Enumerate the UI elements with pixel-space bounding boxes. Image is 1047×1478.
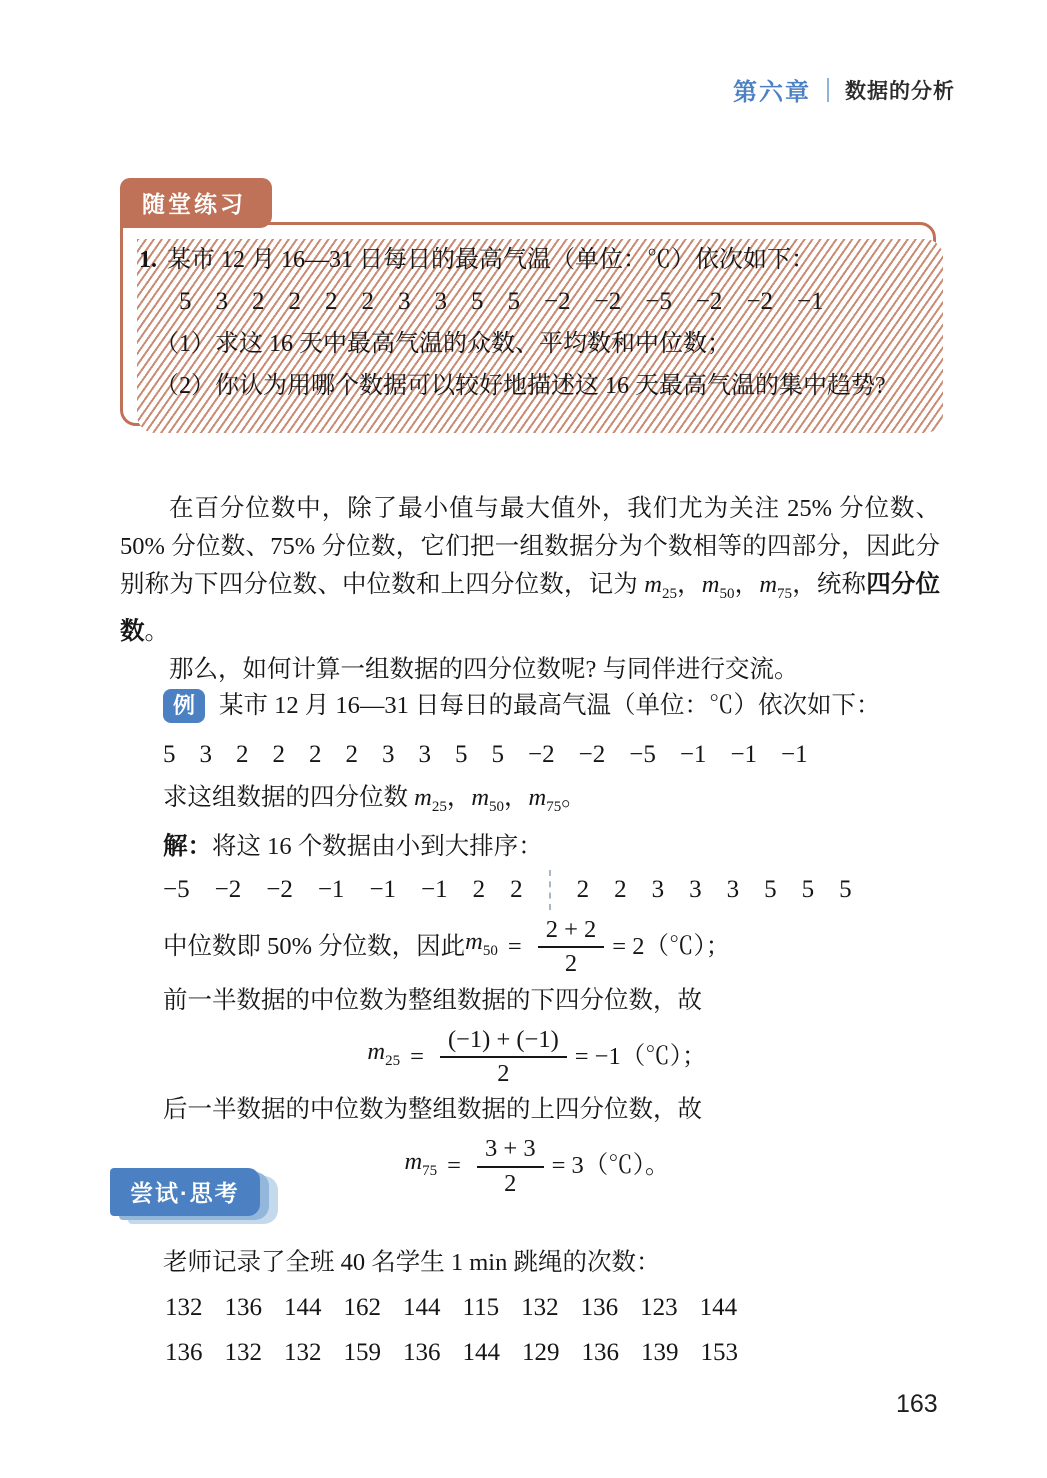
paragraph-text: ，统称	[792, 571, 867, 598]
data-value: 2	[288, 288, 301, 315]
data-value: 144	[284, 1294, 322, 1321]
data-value: 2	[309, 741, 322, 768]
period: 。	[561, 784, 586, 811]
example-task	[163, 778, 911, 827]
data-value: 136	[580, 1294, 619, 1321]
data-value: 5	[491, 741, 504, 768]
data-value: 144	[403, 1294, 441, 1321]
m25-symbol	[367, 1032, 400, 1081]
data-value: 162	[343, 1294, 381, 1321]
practice-item-1	[139, 239, 907, 281]
data-value: 3	[398, 288, 411, 315]
m-base: m	[471, 784, 490, 811]
data-value: −5	[629, 741, 656, 768]
data-value: 132	[224, 1339, 262, 1366]
data-value: 132	[284, 1339, 322, 1366]
m75-symbol	[759, 571, 793, 602]
m-base: m	[528, 784, 547, 811]
m50-subscript: 50	[719, 585, 735, 602]
m50-symbol	[471, 784, 505, 815]
data-value: 159	[343, 1339, 381, 1366]
m-base: m	[367, 1038, 386, 1066]
try-think-section	[110, 1168, 950, 1374]
data-value: 2	[472, 875, 486, 903]
equals-sign: =	[447, 1152, 461, 1180]
m-base: m	[644, 571, 662, 598]
data-value: 3	[418, 741, 431, 768]
question-1: （1）求这 16 天中最高气温的众数、平均数和中位数；	[155, 331, 731, 357]
data-value: 3	[726, 875, 740, 903]
data-value: 136	[165, 1339, 203, 1366]
data-value: −1	[369, 875, 397, 903]
fraction-numerator: 3 + 3	[477, 1134, 544, 1167]
data-value: 5	[507, 288, 520, 315]
data-value: 5	[801, 875, 815, 903]
m75-subscript: 75	[546, 798, 562, 815]
sorted-right-half	[577, 869, 852, 911]
m50-subscript: 50	[482, 943, 498, 960]
data-value: −1	[317, 875, 345, 903]
m25-subscript: 25	[431, 798, 447, 815]
data-value: 2	[510, 875, 523, 903]
discussion-prompt: 那么，如何计算一组数据的四分位数呢? 与同伴进行交流。	[169, 655, 799, 683]
data-value: −5	[645, 288, 672, 315]
data-value: 3	[651, 875, 665, 903]
comma: ，	[676, 571, 702, 598]
data-value: 115	[462, 1294, 500, 1321]
data-value: −2	[746, 288, 774, 315]
m50-symbol	[701, 571, 735, 602]
data-value: 132	[521, 1294, 559, 1321]
m25-equation	[163, 1023, 911, 1091]
data-value: 136	[224, 1294, 262, 1321]
m50-symbol	[465, 922, 498, 971]
fraction	[538, 915, 605, 979]
m25-subscript: 25	[661, 585, 677, 602]
equation-result: = 2（℃）；	[612, 932, 731, 960]
fraction-denominator: 2	[564, 950, 578, 978]
m-base: m	[701, 571, 720, 598]
data-value: 5	[764, 875, 777, 903]
data-value: 3	[215, 288, 228, 315]
data-value: 144	[462, 1339, 500, 1366]
jump-rope-row-1	[165, 1287, 950, 1329]
sorted-left-half	[163, 869, 523, 911]
practice-section	[120, 178, 936, 426]
data-value: 2	[576, 875, 590, 903]
try-think-badge	[110, 1168, 260, 1216]
data-value: 2	[252, 288, 265, 315]
fraction	[440, 1025, 567, 1089]
data-value: 2	[272, 741, 285, 768]
m50-subscript: 50	[489, 798, 505, 815]
item-number: 1.	[139, 247, 157, 273]
data-value: 3	[689, 875, 702, 903]
comma: ，	[446, 784, 472, 811]
try-think-intro: 老师记录了全班 40 名学生 1 min 跳绳的次数：	[163, 1249, 661, 1276]
equals-sign: =	[507, 932, 522, 960]
m-base: m	[759, 571, 778, 598]
try-think-label: 尝试·思考	[110, 1168, 260, 1216]
data-value: −1	[781, 741, 808, 768]
data-value: 2	[345, 741, 358, 768]
upper-quartile-text: 后一半数据的中位数为整组数据的上四分位数，故	[163, 1096, 702, 1124]
equation-result: = 3（℃）。	[551, 1152, 670, 1180]
data-value: 2	[236, 741, 249, 768]
data-value: −2	[594, 288, 622, 315]
data-value: −2	[578, 741, 606, 768]
m75-subscript: 75	[422, 1162, 438, 1179]
data-value: 3	[199, 741, 212, 768]
solution-label: 解：	[163, 832, 212, 860]
chapter-header	[0, 72, 955, 107]
solution-intro-text: 将这 16 个数据由小到大排序：	[212, 832, 543, 860]
data-value: 3	[434, 288, 447, 315]
data-value: 132	[165, 1294, 203, 1321]
data-value: −2	[266, 875, 293, 903]
question-2: （2）你认为用哪个数据可以较好地描述这 16 天最高气温的集中趋势?	[155, 373, 886, 399]
data-value: −2	[544, 288, 571, 315]
data-value: 3	[382, 741, 395, 768]
median-prefix-text: 中位数即 50% 分位数，因此	[163, 932, 466, 960]
m25-subscript: 25	[385, 1053, 401, 1069]
equation-result: = −1（℃）；	[574, 1042, 707, 1070]
quartile-term-bold: 四分位数	[120, 571, 941, 645]
m75-subscript: 75	[777, 585, 793, 602]
data-value: 139	[641, 1339, 679, 1366]
data-value: 5	[455, 741, 468, 768]
m75-symbol	[528, 784, 562, 815]
task-text: 求这组数据的四分位数	[163, 784, 415, 811]
practice-intro-text: 某市 12 月 16—31 日每日的最高气温（单位：℃）依次如下：	[167, 247, 815, 273]
comma: ，	[734, 571, 760, 598]
jump-rope-row-2	[165, 1332, 950, 1374]
data-value: 5	[839, 875, 852, 903]
data-value: 5	[471, 288, 484, 315]
percentile-intro	[120, 490, 940, 689]
m-base: m	[414, 784, 432, 811]
fraction-numerator: 2 + 2	[538, 915, 605, 948]
chapter-label: 第六章	[733, 79, 811, 106]
page-number: 163	[896, 1390, 938, 1418]
fraction-numerator: (−1) + (−1)	[440, 1025, 567, 1058]
chapter-title: 数据的分析	[845, 79, 955, 103]
comma: ，	[504, 784, 529, 811]
data-value: −1	[797, 288, 824, 315]
data-value: 5	[179, 288, 192, 315]
solution-line	[163, 827, 911, 867]
m25-symbol	[644, 571, 677, 602]
data-value: −2	[695, 288, 723, 315]
data-value: −2	[214, 875, 242, 903]
data-value: 123	[640, 1294, 678, 1321]
data-value: 129	[522, 1339, 560, 1366]
data-value: −1	[679, 741, 707, 768]
data-value: −2	[528, 741, 555, 768]
fraction-denominator: 2	[504, 1169, 517, 1197]
data-value: 136	[403, 1339, 441, 1366]
data-value: −1	[421, 875, 448, 903]
data-value: 2	[614, 875, 627, 903]
example-intro-text: 某市 12 月 16—31 日每日的最高气温（单位：℃）依次如下：	[219, 692, 881, 719]
example-header	[163, 686, 911, 726]
practice-tab: 随堂练习	[120, 178, 272, 228]
m-base: m	[465, 928, 483, 956]
period: 。	[144, 617, 169, 645]
example-badge: 例	[163, 689, 205, 724]
data-value: −5	[163, 875, 190, 903]
data-value: 2	[361, 288, 374, 315]
temperature-data-row	[139, 281, 907, 323]
equals-sign: =	[410, 1042, 424, 1070]
data-value: 2	[325, 288, 338, 315]
practice-box	[120, 222, 936, 426]
data-value: 144	[699, 1294, 738, 1321]
sorted-data-row	[163, 869, 911, 911]
example-section	[163, 686, 911, 1200]
data-value: −1	[730, 741, 758, 768]
header-divider	[827, 78, 829, 102]
m25-symbol	[414, 784, 447, 815]
example-data-row	[163, 734, 911, 776]
median-equation-line	[163, 913, 911, 981]
paragraph-quartiles	[120, 490, 940, 651]
data-value: 136	[581, 1339, 619, 1366]
paragraph-text: 在百分位数中，除了最小值与最大值外，我们尤为关注 25% 分位数、50% 分位数、75% 分位数，它们把一组数据分为个数相等的四部分，因此分别称为下四分位数、中位数和上四分位数，记为	[120, 495, 940, 598]
data-value: 5	[163, 741, 176, 768]
lower-quartile-text: 前一半数据的中位数为整组数据的下四分位数，故	[163, 986, 702, 1014]
median-divider-line	[549, 870, 551, 910]
data-value: 153	[700, 1339, 738, 1366]
fraction-denominator: 2	[497, 1060, 510, 1088]
m-base: m	[404, 1147, 423, 1175]
